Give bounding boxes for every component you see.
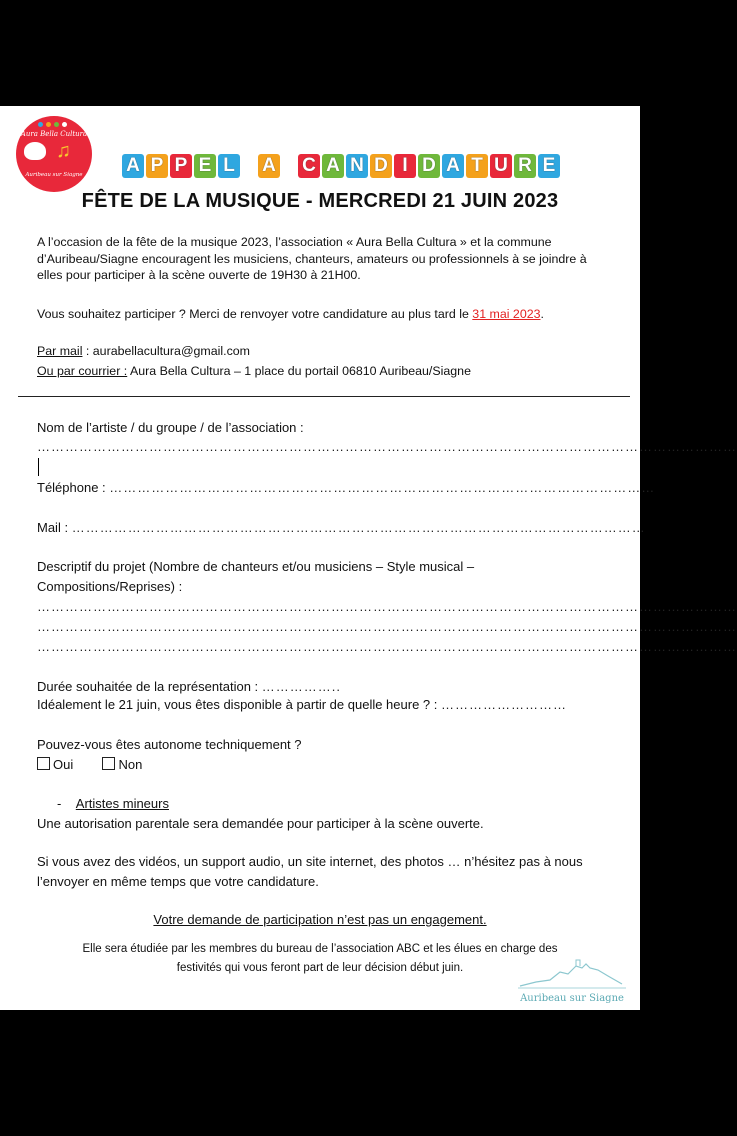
- post-label: Ou par courrier :: [37, 364, 128, 378]
- banner-letter: L: [218, 154, 240, 178]
- banner-letter: A: [258, 154, 280, 178]
- phone-field[interactable]: Téléphone : ………………………………………………………………………………………………………: [37, 480, 656, 495]
- banner-letter: A: [122, 154, 144, 178]
- appel-a-candidature-banner: [122, 154, 560, 180]
- page-title: FÊTE DE LA MUSIQUE - MERCREDI 21 JUIN 2023: [81, 190, 559, 212]
- deadline-date: 31 mai 2023: [472, 307, 541, 321]
- mail-field[interactable]: Mail : ……………………………………………………………………………………………………………: [37, 520, 646, 535]
- hour-label: Idéalement le 21 juin, vous êtes disponible à partir de quelle heure ? :: [37, 697, 438, 712]
- banner-letter: E: [194, 154, 216, 178]
- yes-label: Oui: [53, 757, 74, 772]
- mask-icon: [24, 142, 46, 160]
- banner-letter: E: [538, 154, 560, 178]
- document-page: [0, 106, 737, 1010]
- intro-paragraph: A l’occasion de la fête de la musique 2023, l’association « Aura Bella Cultura » et la commune d’Auribeau/Siagne encouragent les musiciens, chanteurs, amateurs ou professionnels à se joindre à elles pour participer à la scène ouverte de 19H30 à 21H00.: [37, 235, 587, 282]
- artist-name-field[interactable]: ……………………………………………………………………………………………………………………………………: [37, 439, 737, 454]
- banner-letter: T: [466, 154, 488, 178]
- town-logo-text: Auribeau sur Siagne: [520, 993, 624, 1004]
- minors-heading: Artistes mineurs: [75, 796, 169, 811]
- project-label-line-1: Descriptif du projet (Nombre de chanteurs et/ou musiciens – Style musical –: [37, 559, 475, 574]
- banner-letter: U: [490, 154, 512, 178]
- banner-letter: D: [370, 154, 392, 178]
- duration-dots: ……………..: [261, 679, 342, 694]
- no-checkbox[interactable]: [102, 757, 115, 770]
- duration-label: Durée souhaitée de la représentation :: [37, 679, 259, 694]
- post-value: Aura Bella Cultura – 1 place du portail 06810 Auribeau/Siagne: [127, 364, 471, 378]
- deadline-end: .: [540, 307, 544, 321]
- media-note: Si vous avez des vidéos, un support audio, un site internet, des photos … n’hésitez pas à nous l’envoyer en même temps que votre candidature.: [37, 854, 583, 889]
- logo-top-text: Aura Bella Cultura: [20, 130, 88, 138]
- text-cursor: [38, 458, 39, 476]
- banner-letter: R: [514, 154, 536, 178]
- hour-field[interactable]: [37, 696, 602, 714]
- mail-label: Par mail: [37, 344, 83, 358]
- banner-letter: P: [170, 154, 192, 178]
- deadline-line: [37, 306, 602, 323]
- hour-dots: ………………………: [441, 697, 567, 712]
- banner-letter: I: [394, 154, 416, 178]
- contact-mail-line: [37, 343, 602, 360]
- autonomous-label: Pouvez-vous êtes autonome techniquement ?: [37, 737, 302, 752]
- town-logo: [516, 958, 628, 1004]
- deadline-text: Vous souhaitez participer ? Merci de renvoyer votre candidature au plus tard le: [37, 307, 473, 321]
- autonomous-options: [37, 756, 602, 774]
- duration-field[interactable]: [37, 678, 602, 696]
- banner-space: [242, 154, 256, 178]
- music-note-icon: ♫: [56, 140, 71, 162]
- project-label-line-2: Compositions/Reprises) :: [37, 579, 183, 594]
- project-field-line-2[interactable]: ……………………………………………………………………………………………………………………………………: [37, 619, 737, 634]
- project-field-line-3[interactable]: ……………………………………………………………………………………………………………………………………: [37, 639, 737, 654]
- banner-letter: P: [146, 154, 168, 178]
- minors-heading-line: - Artistes mineurs: [57, 796, 169, 811]
- banner-letter: A: [322, 154, 344, 178]
- mail-field-label: Mail :: [37, 520, 69, 535]
- logo-bottom-text: Auribeau sur Siagne: [25, 172, 83, 178]
- study-line-2: festivités qui vous feront part de leur décision début juin.: [176, 962, 464, 974]
- contact-post-line: [37, 363, 602, 380]
- banner-letter: D: [418, 154, 440, 178]
- village-skyline-icon: [516, 958, 628, 990]
- no-label: Non: [118, 757, 143, 772]
- banner-space: [282, 154, 296, 178]
- project-field-line-1[interactable]: ……………………………………………………………………………………………………………………………………: [37, 599, 737, 614]
- banner-letter: A: [442, 154, 464, 178]
- divider: [18, 396, 630, 397]
- study-line-1: Elle sera étudiée par les membres du bureau de l’association ABC et les élues en charge des: [82, 943, 558, 955]
- engagement-notice: Votre demande de participation n’est pas un engagement.: [153, 912, 487, 927]
- association-logo: [16, 116, 92, 192]
- artist-name-label: Nom de l’artiste / du groupe / de l’association :: [37, 420, 304, 435]
- banner-letter: N: [346, 154, 368, 178]
- minors-text: Une autorisation parentale sera demandée pour participer à la scène ouverte.: [37, 816, 484, 831]
- banner-letter: C: [298, 154, 320, 178]
- mail-value[interactable]: : aurabellacultura@gmail.com: [82, 344, 250, 358]
- phone-label: Téléphone :: [37, 480, 106, 495]
- yes-checkbox[interactable]: [37, 757, 50, 770]
